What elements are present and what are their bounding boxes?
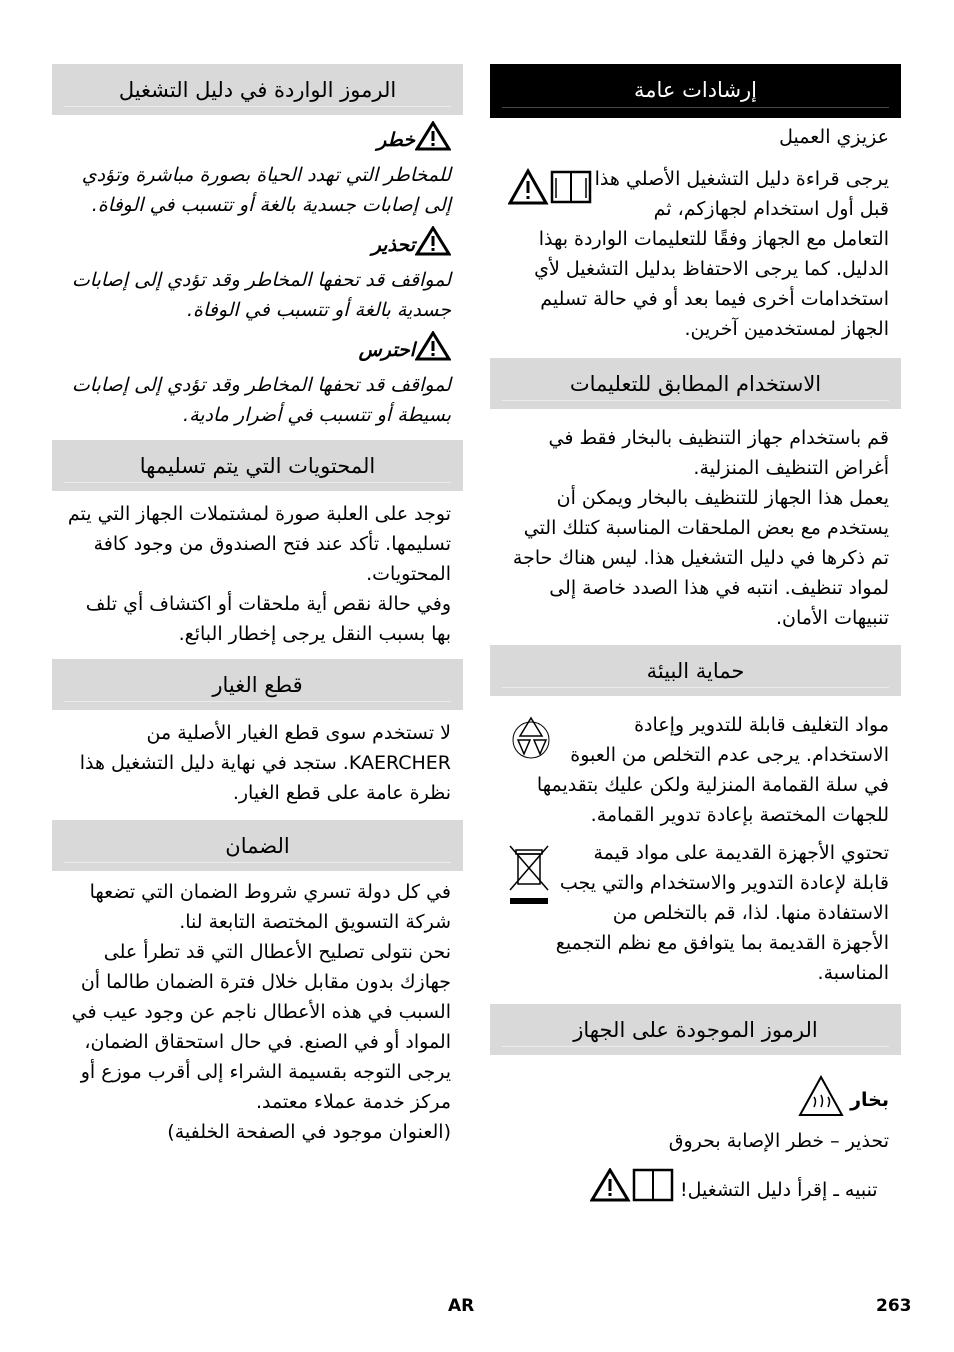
warranty-text-1: في كل دولة تسري شروط الضمان التي تضعها شركة التسويق المختصة التابعة لنا. bbox=[89, 881, 451, 933]
section-header-warranty: الضمان bbox=[52, 820, 463, 871]
contents-text-1: توجد على العلبة صورة لمشتملات الجهاز التي يتم تسليمها. تأكد عند فتح الصندوق من وجود كافة المحتويات. bbox=[67, 503, 451, 585]
warning-icon bbox=[415, 226, 451, 265]
read-manual-icon bbox=[590, 1168, 674, 1213]
left-column bbox=[52, 64, 463, 1147]
danger-text: للمخاطر التي تهدد الحياة بصورة مباشرة وتؤدي إلى إصابات جسدية بالغة أو تتسبب في الوفاة. bbox=[81, 164, 451, 216]
danger-label-row: خطر bbox=[52, 121, 463, 160]
warranty-text-3: (العنوان موجود في الصفحة الخلفية) bbox=[167, 1121, 451, 1143]
proper-use-text-2: يعمل هذا الجهاز للتنظيف بالبخار ويمكن أن يستخدم مع بعض الملحقات المناسبة كتلك التي تم ذكرها في دليل التشغيل هذا. ليس هناك حاجة لمواد تنظيف. انتبه في هذا الصدد خاصة إلى تنبيهات الأمان. bbox=[512, 487, 889, 629]
section-header-environment: حماية البيئة bbox=[490, 645, 901, 696]
caution-label-row: احترس bbox=[52, 331, 463, 370]
environment-text-1: مواد التغليف قابلة للتدوير وإعادة الاستخدام. يرجى عدم التخلص من العبوة في سلة القمامة المنزلية ولكن عليك بتقديمها للجهات المختصة بإعادة تدوير القمامة. bbox=[490, 710, 901, 830]
warning-label-row: تحذير bbox=[52, 226, 463, 265]
section-header-device-symbols: الرموز الموجودة على الجهاز bbox=[490, 1004, 901, 1055]
read-manual-warning-icon bbox=[508, 168, 592, 217]
read-manual-row: تنبيه ـ إقرأ دليل التشغيل! bbox=[490, 1168, 901, 1213]
footer-page-number: 263 bbox=[876, 1296, 912, 1316]
section-header-manual-symbols: الرموز الواردة في دليل التشغيل bbox=[52, 64, 463, 115]
section-header-spare-parts: قطع الغيار bbox=[52, 659, 463, 710]
steam-warning-icon bbox=[798, 1075, 844, 1126]
recycle-icon bbox=[508, 714, 554, 769]
caution-icon bbox=[415, 331, 451, 370]
right-column bbox=[490, 64, 901, 1213]
warranty-text-2: نحن نتولى تصليح الأعطال التي قد تطرأ على جهازك بدون مقابل خلال فترة الضمان طالما أن السبب في هذه الأعطال ناجم عن وجود عيب في المواد أو في الصنع. في حال استحقاق الضمان، يرجى التوجه بقسيمة الشراء إلى أقرب موزع أو مركز خدمة عملاء معتمد. bbox=[71, 941, 451, 1113]
greeting: عزيزي العميل bbox=[779, 126, 889, 148]
section-header-general: إرشادات عامة bbox=[490, 64, 901, 116]
danger-icon bbox=[415, 121, 451, 160]
steam-text: تحذير – خطر الإصابة بحروق bbox=[668, 1130, 889, 1152]
footer-language: AR bbox=[448, 1296, 475, 1316]
section-header-contents: المحتويات التي يتم تسليمها bbox=[52, 440, 463, 491]
section-header-proper-use: الاستخدام المطابق للتعليمات bbox=[490, 358, 901, 409]
spare-parts-text: لا تستخدم سوى قطع الغيار الأصلية من KAERCHER. ستجد في نهاية دليل التشغيل هذا نظرة عامة على قطع الغيار. bbox=[79, 722, 451, 804]
contents-text-2: وفي حالة نقص أية ملحقات أو اكتشاف أي تلف بها بسبب النقل يرجى إخطار البائع. bbox=[85, 593, 451, 645]
warning-text: لمواقف قد تحفها المخاطر وقد تؤدي إلى إصابات جسدية بالغة أو تتسبب في الوفاة. bbox=[71, 269, 451, 321]
steam-symbol: بخار bbox=[490, 1075, 901, 1126]
crossed-bin-icon bbox=[508, 842, 552, 917]
caution-text: لمواقف قد تحفها المخاطر وقد تؤدي إلى إصابات بسيطة أو تتسبب في أضرار مادية. bbox=[71, 374, 451, 426]
general-text: يرجى قراءة دليل التشغيل الأصلي هذا قبل أول استخدام لجهازكم، ثم التعامل مع الجهاز وفقًا للتعليمات الواردة بهذا الدليل. كما يرجى الاحتفاظ بدليل التشغيل لأي استخدامات أخرى فيما بعد أو في حالة تسليم الجهاز لمستخدمين آخرين. bbox=[490, 164, 901, 344]
divider bbox=[490, 116, 901, 118]
environment-text-2: تحتوي الأجهزة القديمة على مواد قيمة قابلة لإعادة التدوير والاستخدام والتي يجب الاستفادة منها. لذا، قم بالتخلص من الأجهزة القديمة بما يتوافق مع نظم التجميع المناسبة. bbox=[490, 838, 901, 988]
proper-use-text-1: قم باستخدام جهاز التنظيف بالبخار فقط في أغراض التنظيف المنزلية. bbox=[548, 427, 889, 479]
